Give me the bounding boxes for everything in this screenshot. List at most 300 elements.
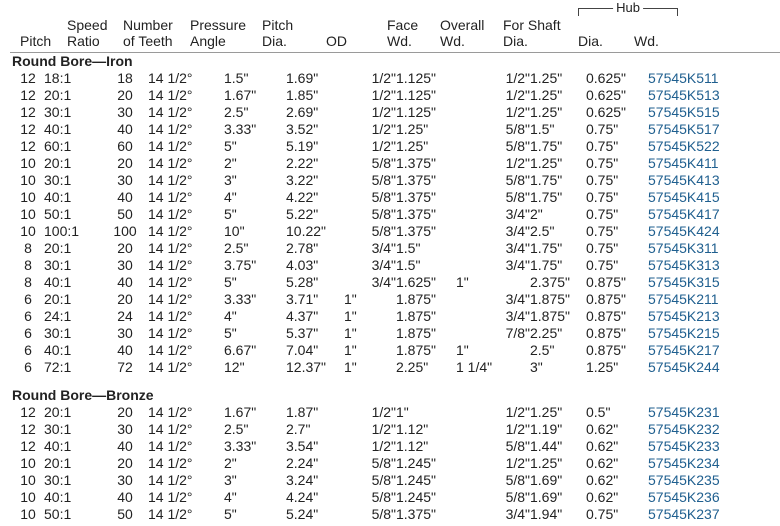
cell-hub-wd: 0.75" [586, 257, 619, 273]
cell-face-wd: 1" [344, 359, 357, 375]
cell-od: 5.19" [286, 138, 319, 154]
cell-pitch: 10 [20, 489, 36, 505]
cell-shaft-dia: 5/8" [505, 189, 530, 205]
cell-hub-dia: 1.69" [530, 489, 563, 505]
cell-hub-wd: 0.875" [586, 325, 627, 341]
cell-face-wd: 5/8" [371, 172, 396, 188]
cell-pitch-dia: 10" [224, 223, 245, 239]
cell-pressure-angle: 14 1/2° [148, 121, 193, 137]
cell-face-wd: 5/8" [371, 489, 396, 505]
table-row [12, 404, 780, 421]
hub-bracket-left-tick [578, 8, 579, 16]
cell-teeth: 30 [117, 421, 133, 437]
table-row [12, 87, 780, 104]
cell-pressure-angle: 14 1/2° [148, 421, 193, 437]
cell-part-number[interactable]: 57545K236 [648, 489, 720, 505]
cell-pressure-angle: 14 1/2° [148, 155, 193, 171]
cell-hub-dia: 3" [530, 359, 543, 375]
cell-od: 10.22" [286, 223, 327, 239]
cell-pressure-angle: 14 1/2° [148, 506, 193, 522]
cell-overall-wd: 1.375" [396, 155, 437, 171]
table-row [12, 223, 780, 240]
cell-teeth: 30 [117, 325, 133, 341]
cell-speed-ratio: 40:1 [44, 438, 72, 454]
cell-teeth: 30 [117, 257, 133, 273]
cell-hub-dia: 1.25" [530, 155, 563, 171]
cell-pressure-angle: 14 1/2° [148, 257, 193, 273]
cell-shaft-dia: 5/8" [505, 138, 530, 154]
cell-teeth: 100 [113, 223, 137, 239]
cell-pitch-dia: 5" [224, 206, 237, 222]
section-heading-row [12, 387, 780, 404]
cell-speed-ratio: 20:1 [44, 404, 72, 420]
table-row [12, 421, 780, 438]
cell-part-number[interactable]: 57545K235 [648, 472, 720, 488]
cell-hub-dia: 1.25" [530, 404, 563, 420]
cell-speed-ratio: 30:1 [44, 472, 72, 488]
cell-speed-ratio: 30:1 [44, 325, 72, 341]
cell-pressure-angle: 14 1/2° [148, 206, 193, 222]
table-row [12, 455, 780, 472]
cell-overall-wd: 2.25" [396, 359, 429, 375]
cell-pitch-dia: 5" [224, 138, 237, 154]
cell-hub-dia: 1.75" [530, 189, 563, 205]
cell-hub-dia: 1.75" [530, 240, 563, 256]
cell-hub-wd: 0.875" [586, 291, 627, 307]
cell-pitch-dia: 6.67" [224, 342, 257, 358]
cell-part-number[interactable]: 57545K517 [648, 121, 720, 137]
cell-od: 2.7" [286, 421, 311, 437]
cell-pitch-dia: 3" [224, 472, 237, 488]
section-gap [12, 376, 780, 387]
cell-pitch: 8 [24, 257, 32, 273]
cell-part-number[interactable]: 57545K313 [648, 257, 720, 273]
cell-speed-ratio: 20:1 [44, 155, 72, 171]
table-row [12, 489, 780, 506]
cell-part-number[interactable]: 57545K522 [648, 138, 720, 154]
cell-shaft-dia: 3/4" [505, 240, 530, 256]
cell-od: 3.24" [286, 472, 319, 488]
cell-pitch: 10 [20, 223, 36, 239]
cell-part-number[interactable]: 57545K232 [648, 421, 720, 437]
table-row [12, 291, 780, 308]
cell-overall-wd: 1.375" [396, 506, 437, 522]
table-row [12, 472, 780, 489]
cell-speed-ratio: 60:1 [44, 138, 72, 154]
cell-part-number[interactable]: 57545K424 [648, 223, 720, 239]
cell-od: 4.37" [286, 308, 319, 324]
cell-speed-ratio: 20:1 [44, 455, 72, 471]
cell-pitch-dia: 2.5" [224, 240, 249, 256]
cell-part-number[interactable]: 57545K217 [648, 342, 720, 358]
cell-teeth: 20 [117, 155, 133, 171]
cell-hub-dia: 1.19" [530, 421, 563, 437]
cell-pressure-angle: 14 1/2° [148, 138, 193, 154]
cell-hub-dia: 2.5" [530, 223, 555, 239]
cell-pressure-angle: 14 1/2° [148, 308, 193, 324]
cell-face-wd: 1/2" [371, 70, 396, 86]
gear-spec-table [12, 53, 780, 523]
cell-pitch-dia: 5" [224, 506, 237, 522]
table-row [12, 104, 780, 121]
cell-part-number[interactable]: 57545K234 [648, 455, 720, 471]
cell-speed-ratio: 20:1 [44, 291, 72, 307]
cell-shaft-dia: 1/2" [505, 421, 530, 437]
section-title: Round Bore—Iron [12, 53, 133, 69]
cell-part-number[interactable]: 57545K513 [648, 87, 720, 103]
cell-shaft-dia: 7/8" [505, 325, 530, 341]
cell-speed-ratio: 30:1 [44, 257, 72, 273]
cell-overall-wd: 1.375" [396, 223, 437, 239]
cell-pressure-angle: 14 1/2° [148, 455, 193, 471]
cell-hub-dia: 1.94" [530, 506, 563, 522]
cell-pressure-angle: 14 1/2° [148, 291, 193, 307]
cell-hub-wd: 0.875" [586, 274, 627, 290]
cell-pressure-angle: 14 1/2° [148, 342, 193, 358]
cell-teeth: 50 [117, 506, 133, 522]
cell-teeth: 40 [117, 189, 133, 205]
header-pressure-angle: Pressure Angle [190, 17, 247, 49]
cell-hub-dia: 1.75" [530, 138, 563, 154]
cell-shaft-dia: 5/8" [505, 472, 530, 488]
cell-teeth: 20 [117, 87, 133, 103]
cell-teeth: 60 [117, 138, 133, 154]
header-pitch: Pitch [20, 33, 52, 49]
table-row [12, 342, 780, 359]
cell-overall-wd: 1.375" [396, 189, 437, 205]
cell-pitch: 6 [24, 342, 32, 358]
cell-part-number[interactable]: 57545K311 [648, 240, 719, 256]
cell-teeth: 30 [117, 104, 133, 120]
cell-face-wd: 1" [344, 325, 357, 341]
cell-part-number[interactable]: 57545K413 [648, 172, 720, 188]
cell-od: 2.78" [286, 240, 319, 256]
cell-hub-wd: 0.62" [586, 438, 619, 454]
cell-overall-wd: 1.12" [396, 421, 429, 437]
cell-pitch: 10 [20, 189, 36, 205]
cell-teeth: 30 [117, 472, 133, 488]
cell-teeth: 40 [117, 121, 133, 137]
cell-face-wd: 1" [344, 342, 357, 358]
table-row [12, 155, 780, 172]
cell-speed-ratio: 40:1 [44, 489, 72, 505]
cell-pitch: 12 [20, 404, 36, 420]
cell-pitch-dia: 1.67" [224, 87, 257, 103]
cell-teeth: 20 [117, 291, 133, 307]
cell-face-wd: 1" [344, 291, 357, 307]
cell-face-wd: 5/8" [371, 223, 396, 239]
cell-pressure-angle: 14 1/2° [148, 489, 193, 505]
cell-teeth: 40 [117, 438, 133, 454]
cell-shaft-dia: 3/4" [505, 223, 530, 239]
cell-shaft-dia: 3/4" [505, 257, 530, 273]
cell-face-wd: 1/2" [371, 104, 396, 120]
cell-pressure-angle: 14 1/2° [148, 404, 193, 420]
cell-hub-wd: 0.75" [586, 155, 619, 171]
cell-shaft-dia: 5/8" [505, 121, 530, 137]
hub-bracket-right-tick [677, 8, 678, 16]
cell-od: 3.71" [286, 291, 319, 307]
cell-shaft-dia: 1/2" [505, 70, 530, 86]
cell-face-wd: 5/8" [371, 455, 396, 471]
cell-hub-wd: 0.75" [586, 506, 619, 522]
cell-hub-dia: 1.25" [530, 87, 563, 103]
cell-part-number[interactable]: 57545K231 [648, 404, 720, 420]
cell-pitch: 12 [20, 421, 36, 437]
cell-overall-wd: 1.12" [396, 438, 429, 454]
cell-od: 3.52" [286, 121, 319, 137]
cell-od: 4.22" [286, 189, 319, 205]
cell-hub-dia: 1.5" [530, 121, 555, 137]
cell-shaft-dia: 1" [456, 274, 469, 290]
cell-part-number[interactable]: 57545K213 [648, 308, 720, 324]
cell-pitch: 6 [24, 359, 32, 375]
cell-face-wd: 5/8" [371, 155, 396, 171]
cell-pitch-dia: 3.33" [224, 438, 257, 454]
cell-hub-dia: 2.375" [530, 274, 571, 290]
cell-part-number[interactable]: 57545K515 [648, 104, 720, 120]
cell-od: 4.03" [286, 257, 319, 273]
cell-overall-wd: 1.125" [396, 87, 437, 103]
table-row [12, 506, 780, 523]
cell-hub-wd: 0.62" [586, 455, 619, 471]
cell-teeth: 18 [117, 70, 133, 86]
cell-part-number[interactable]: 57545K215 [648, 325, 720, 341]
cell-shaft-dia: 5/8" [505, 438, 530, 454]
cell-part-number[interactable]: 57545K315 [648, 274, 720, 290]
cell-pitch: 10 [20, 455, 36, 471]
table-row [12, 274, 780, 291]
table-row [12, 257, 780, 274]
cell-pressure-angle: 14 1/2° [148, 189, 193, 205]
cell-teeth: 30 [117, 172, 133, 188]
cell-overall-wd: 1.375" [396, 206, 437, 222]
cell-hub-wd: 0.5" [586, 404, 611, 420]
cell-pitch-dia: 4" [224, 189, 237, 205]
cell-od: 5.24" [286, 506, 319, 522]
table-row [12, 438, 780, 455]
cell-od: 1.69" [286, 70, 319, 86]
table-row [12, 206, 780, 223]
header-overall-wd: Overall Wd. [440, 17, 485, 49]
cell-hub-dia: 2" [530, 206, 543, 222]
cell-hub-dia: 2.25" [530, 325, 563, 341]
cell-hub-wd: 0.75" [586, 172, 619, 188]
cell-overall-wd: 1.5" [396, 240, 421, 256]
cell-hub-dia: 1.75" [530, 172, 563, 188]
cell-pressure-angle: 14 1/2° [148, 438, 193, 454]
cell-od: 2.69" [286, 104, 319, 120]
cell-pitch: 6 [24, 291, 32, 307]
cell-overall-wd: 1.875" [396, 325, 437, 341]
cell-overall-wd: 1.25" [396, 138, 429, 154]
cell-pressure-angle: 14 1/2° [148, 472, 193, 488]
cell-speed-ratio: 50:1 [44, 206, 72, 222]
cell-shaft-dia: 3/4" [505, 291, 530, 307]
cell-pressure-angle: 14 1/2° [148, 274, 193, 290]
cell-teeth: 20 [117, 240, 133, 256]
cell-hub-dia: 1.75" [530, 257, 563, 273]
cell-pitch: 10 [20, 506, 36, 522]
cell-hub-dia: 1.25" [530, 455, 563, 471]
cell-part-number[interactable]: 57545K411 [648, 155, 719, 171]
cell-teeth: 24 [117, 308, 133, 324]
cell-pitch-dia: 2.5" [224, 104, 249, 120]
cell-speed-ratio: 40:1 [44, 121, 72, 137]
cell-od: 12.37" [286, 359, 327, 375]
cell-part-number[interactable]: 57545K244 [648, 359, 720, 375]
table-row [12, 308, 780, 325]
cell-face-wd: 3/4" [371, 240, 396, 256]
cell-teeth: 20 [117, 404, 133, 420]
section-title: Round Bore—Bronze [12, 387, 154, 403]
cell-speed-ratio: 72:1 [44, 359, 72, 375]
cell-hub-wd: 0.625" [586, 70, 627, 86]
header-face-wd: Face Wd. [387, 17, 419, 49]
cell-pitch: 8 [24, 240, 32, 256]
cell-pressure-angle: 14 1/2° [148, 359, 193, 375]
cell-od: 3.22" [286, 172, 319, 188]
cell-pressure-angle: 14 1/2° [148, 104, 193, 120]
cell-overall-wd: 1" [396, 404, 409, 420]
cell-pitch: 12 [20, 121, 36, 137]
table-row [12, 359, 780, 376]
cell-hub-wd: 0.625" [586, 87, 627, 103]
cell-pressure-angle: 14 1/2° [148, 325, 193, 341]
cell-od: 2.22" [286, 155, 319, 171]
cell-part-number[interactable]: 57545K415 [648, 189, 720, 205]
table-row [12, 189, 780, 206]
cell-speed-ratio: 20:1 [44, 87, 72, 103]
cell-overall-wd: 1.125" [396, 104, 437, 120]
cell-face-wd: 1/2" [371, 121, 396, 137]
cell-shaft-dia: 1/2" [505, 155, 530, 171]
cell-hub-dia: 1.875" [530, 308, 571, 324]
header-for-shaft-dia: For Shaft Dia. [503, 17, 561, 49]
cell-overall-wd: 1.875" [396, 291, 437, 307]
cell-od: 1.85" [286, 87, 319, 103]
cell-pressure-angle: 14 1/2° [148, 172, 193, 188]
cell-pressure-angle: 14 1/2° [148, 240, 193, 256]
cell-teeth: 72 [117, 359, 133, 375]
header-hub-wd: Wd. [634, 33, 659, 49]
cell-shaft-dia: 3/4" [505, 206, 530, 222]
cell-pitch-dia: 5" [224, 325, 237, 341]
cell-face-wd: 5/8" [371, 506, 396, 522]
cell-pitch-dia: 3.75" [224, 257, 257, 273]
cell-pitch: 12 [20, 104, 36, 120]
hub-group-label: Hub [613, 1, 643, 15]
cell-speed-ratio: 20:1 [44, 240, 72, 256]
cell-od: 7.04" [286, 342, 319, 358]
cell-face-wd: 5/8" [371, 189, 396, 205]
cell-shaft-dia: 1/2" [505, 404, 530, 420]
cell-hub-wd: 0.62" [586, 472, 619, 488]
cell-hub-dia: 1.44" [530, 438, 563, 454]
cell-overall-wd: 1.875" [396, 342, 437, 358]
cell-part-number[interactable]: 57545K511 [648, 70, 719, 86]
cell-pitch-dia: 1.67" [224, 404, 257, 420]
cell-overall-wd: 1.25" [396, 121, 429, 137]
cell-shaft-dia: 1/2" [505, 104, 530, 120]
cell-hub-wd: 0.875" [586, 342, 627, 358]
cell-speed-ratio: 100:1 [44, 223, 80, 239]
cell-speed-ratio: 18:1 [44, 70, 72, 86]
cell-pitch: 12 [20, 87, 36, 103]
cell-face-wd: 1/2" [371, 404, 396, 420]
hub-group-bracket [578, 1, 678, 15]
cell-pitch: 10 [20, 472, 36, 488]
cell-teeth: 50 [117, 206, 133, 222]
cell-teeth: 40 [117, 274, 133, 290]
cell-shaft-dia: 5/8" [505, 172, 530, 188]
cell-face-wd: 5/8" [371, 472, 396, 488]
cell-hub-dia: 2.5" [530, 342, 555, 358]
cell-face-wd: 1/2" [371, 138, 396, 154]
cell-od: 5.22" [286, 206, 319, 222]
cell-pressure-angle: 14 1/2° [148, 223, 193, 239]
table-row [12, 70, 780, 87]
cell-shaft-dia: 5/8" [505, 489, 530, 505]
cell-overall-wd: 1.375" [396, 172, 437, 188]
cell-part-number[interactable]: 57545K417 [648, 206, 720, 222]
section-gap-cell [12, 376, 780, 387]
header-hub-dia: Dia. [578, 33, 603, 49]
cell-shaft-dia: 1" [456, 342, 469, 358]
cell-overall-wd: 1.875" [396, 308, 437, 324]
cell-face-wd: 1/2" [371, 87, 396, 103]
cell-pitch-dia: 1.5" [224, 70, 249, 86]
cell-pitch-dia: 2" [224, 155, 237, 171]
cell-od: 5.28" [286, 274, 319, 290]
cell-overall-wd: 1.125" [396, 70, 437, 86]
cell-hub-wd: 0.75" [586, 189, 619, 205]
cell-pressure-angle: 14 1/2° [148, 87, 193, 103]
cell-speed-ratio: 40:1 [44, 342, 72, 358]
cell-pitch: 10 [20, 172, 36, 188]
cell-pitch-dia: 5" [224, 274, 237, 290]
cell-od: 5.37" [286, 325, 319, 341]
cell-hub-wd: 0.75" [586, 206, 619, 222]
cell-pressure-angle: 14 1/2° [148, 70, 193, 86]
cell-hub-dia: 1.25" [530, 104, 563, 120]
header-number-of-teeth: Number of Teeth [123, 17, 173, 49]
cell-pitch-dia: 3.33" [224, 121, 257, 137]
cell-part-number[interactable]: 57545K233 [648, 438, 720, 454]
cell-pitch: 12 [20, 70, 36, 86]
cell-part-number[interactable]: 57545K211 [648, 291, 719, 307]
cell-face-wd: 3/4" [371, 257, 396, 273]
cell-face-wd: 5/8" [371, 206, 396, 222]
cell-pitch: 6 [24, 308, 32, 324]
cell-face-wd: 3/4" [371, 274, 396, 290]
cell-shaft-dia: 1 1/4" [456, 359, 493, 375]
table-row [12, 240, 780, 257]
section-heading-row [12, 53, 780, 70]
cell-speed-ratio: 40:1 [44, 274, 72, 290]
cell-speed-ratio: 40:1 [44, 189, 72, 205]
cell-hub-wd: 0.625" [586, 104, 627, 120]
cell-shaft-dia: 3/4" [505, 308, 530, 324]
cell-pitch-dia: 3.33" [224, 291, 257, 307]
cell-pitch: 12 [20, 438, 36, 454]
header-pitch-dia: Pitch Dia. [262, 17, 294, 49]
cell-pitch-dia: 12" [224, 359, 245, 375]
cell-hub-dia: 1.69" [530, 472, 563, 488]
cell-speed-ratio: 24:1 [44, 308, 72, 324]
cell-pitch-dia: 4" [224, 489, 237, 505]
cell-part-number[interactable]: 57545K237 [648, 506, 720, 522]
